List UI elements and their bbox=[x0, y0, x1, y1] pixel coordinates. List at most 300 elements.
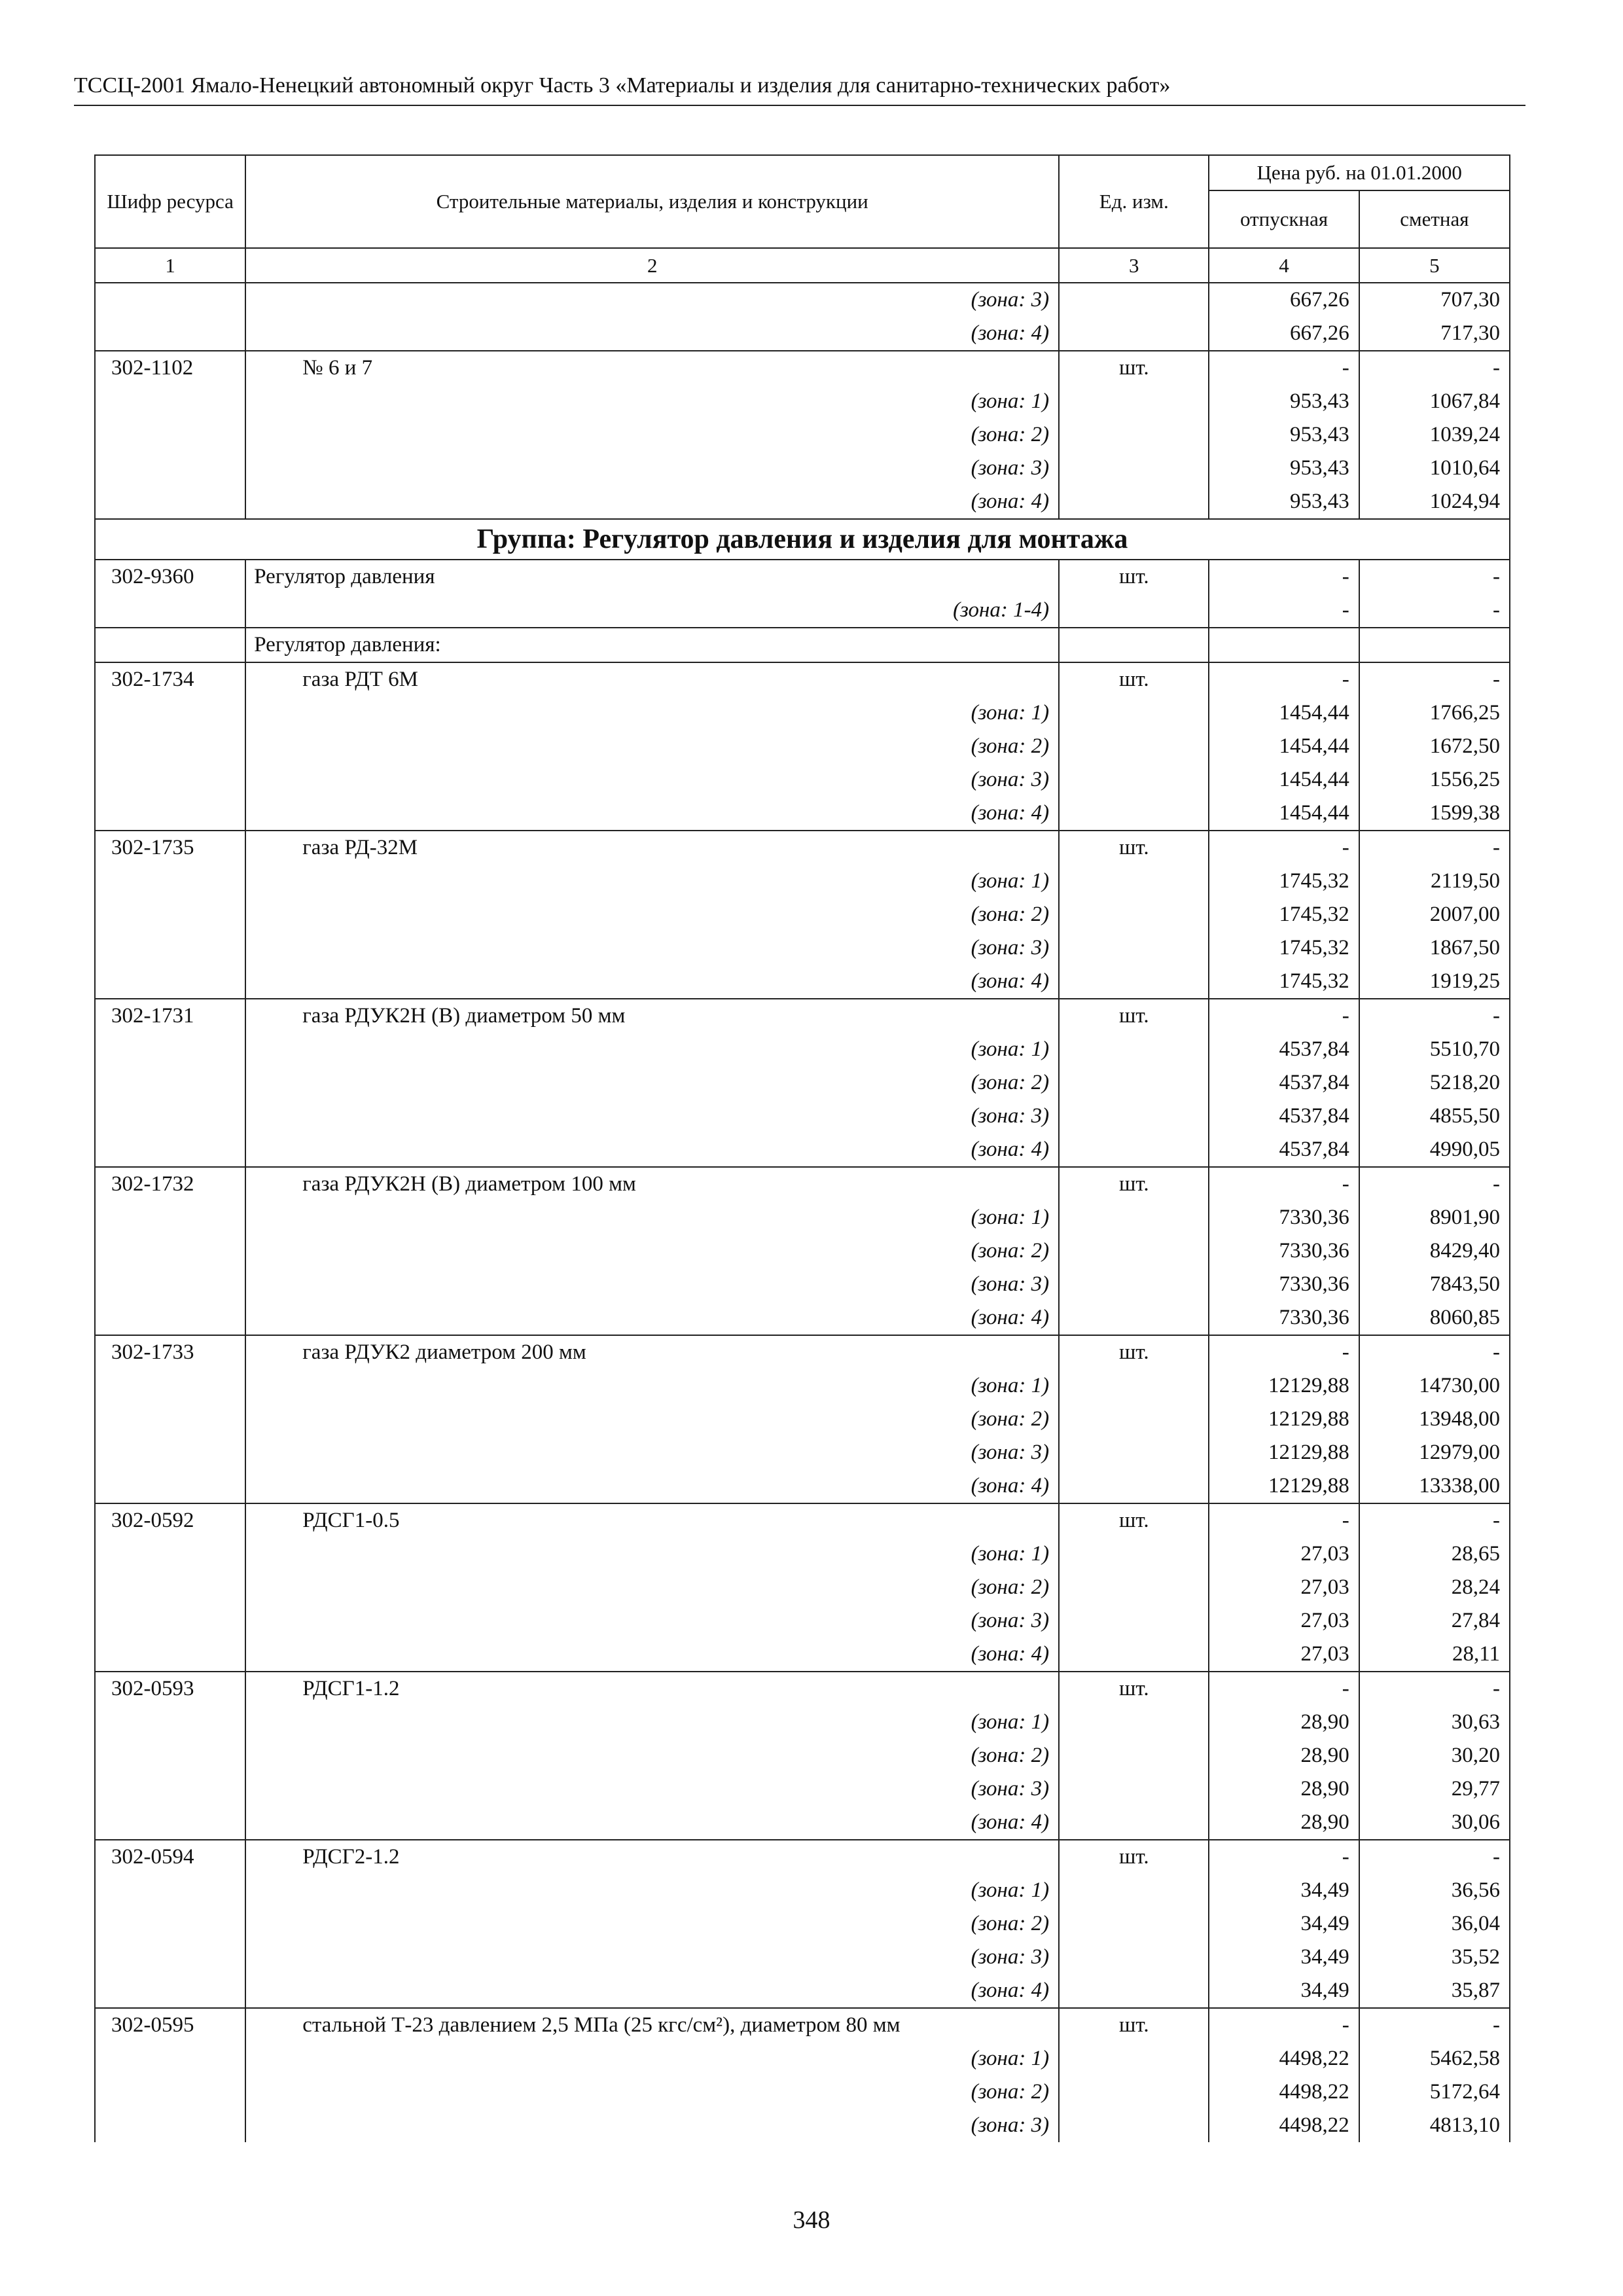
release-price: 12129,88 bbox=[1209, 1436, 1359, 1469]
release-price: 28,90 bbox=[1209, 1772, 1359, 1806]
resource-code bbox=[95, 797, 245, 831]
material-name: газа РД-32М bbox=[245, 831, 1059, 865]
resource-code bbox=[95, 931, 245, 965]
unit: шт. bbox=[1059, 560, 1209, 594]
estimate-price: 1599,38 bbox=[1359, 797, 1510, 831]
material-name: (зона: 4) bbox=[245, 965, 1059, 999]
material-name: РДСГ1-0.5 bbox=[245, 1503, 1059, 1537]
table-row bbox=[95, 2109, 1510, 2142]
estimate-price: 2007,00 bbox=[1359, 898, 1510, 931]
unit bbox=[1059, 1469, 1209, 1503]
unit bbox=[1059, 1403, 1209, 1436]
material-name: (зона: 1) bbox=[245, 865, 1059, 898]
release-price: 27,03 bbox=[1209, 1537, 1359, 1571]
unit bbox=[1059, 2042, 1209, 2075]
material-name: (зона: 3) bbox=[245, 1772, 1059, 1806]
estimate-price: 8060,85 bbox=[1359, 1301, 1510, 1335]
unit bbox=[1059, 452, 1209, 485]
material-name: газа РДУК2Н (В) диаметром 50 мм bbox=[245, 999, 1059, 1033]
estimate-price: 28,65 bbox=[1359, 1537, 1510, 1571]
unit bbox=[1059, 1201, 1209, 1234]
material-name: (зона: 4) bbox=[245, 485, 1059, 519]
material-name: (зона: 4) bbox=[245, 797, 1059, 831]
release-price: 1454,44 bbox=[1209, 763, 1359, 797]
estimate-price: - bbox=[1359, 999, 1510, 1033]
estimate-price: - bbox=[1359, 662, 1510, 696]
resource-code: 302-1733 bbox=[95, 1335, 245, 1369]
resource-code bbox=[95, 1907, 245, 1941]
material-name: (зона: 4) bbox=[245, 1638, 1059, 1672]
header-release-price: отпускная bbox=[1209, 190, 1359, 248]
col-num-2: 2 bbox=[245, 248, 1059, 283]
release-price: - bbox=[1209, 999, 1359, 1033]
release-price: 7330,36 bbox=[1209, 1301, 1359, 1335]
unit bbox=[1059, 1874, 1209, 1907]
resource-code bbox=[95, 1974, 245, 2008]
material-name: (зона: 2) bbox=[245, 418, 1059, 452]
unit bbox=[1059, 696, 1209, 730]
table-row bbox=[95, 1100, 1510, 1133]
release-price: 12129,88 bbox=[1209, 1469, 1359, 1503]
resource-code bbox=[95, 898, 245, 931]
estimate-price: 30,20 bbox=[1359, 1739, 1510, 1772]
unit bbox=[1059, 385, 1209, 418]
material-name: (зона: 4) bbox=[245, 1974, 1059, 2008]
resource-code bbox=[95, 1469, 245, 1503]
release-price: - bbox=[1209, 594, 1359, 628]
table-row bbox=[95, 1268, 1510, 1301]
table-row bbox=[95, 1066, 1510, 1100]
estimate-price: 1067,84 bbox=[1359, 385, 1510, 418]
table-row bbox=[95, 763, 1510, 797]
release-price: 28,90 bbox=[1209, 1739, 1359, 1772]
resource-code bbox=[95, 1571, 245, 1604]
resource-code bbox=[95, 1436, 245, 1469]
resource-code bbox=[95, 1133, 245, 1167]
release-price: 7330,36 bbox=[1209, 1268, 1359, 1301]
estimate-price: 35,87 bbox=[1359, 1974, 1510, 2008]
release-price: 4537,84 bbox=[1209, 1133, 1359, 1167]
table-row bbox=[95, 452, 1510, 485]
unit bbox=[1059, 865, 1209, 898]
material-name: (зона: 3) bbox=[245, 1604, 1059, 1638]
estimate-price: 1556,25 bbox=[1359, 763, 1510, 797]
material-name: (зона: 3) bbox=[245, 283, 1059, 317]
release-price: - bbox=[1209, 351, 1359, 385]
material-name: РДСГ2-1.2 bbox=[245, 1840, 1059, 1874]
table-row bbox=[95, 283, 1510, 317]
material-name: (зона: 1) bbox=[245, 1874, 1059, 1907]
unit bbox=[1059, 1268, 1209, 1301]
material-name: (зона: 2) bbox=[245, 1234, 1059, 1268]
estimate-price: - bbox=[1359, 2008, 1510, 2042]
material-name: (зона: 1-4) bbox=[245, 594, 1059, 628]
resource-code bbox=[95, 1201, 245, 1234]
material-name: (зона: 3) bbox=[245, 1436, 1059, 1469]
material-name: (зона: 3) bbox=[245, 1941, 1059, 1974]
unit: шт. bbox=[1059, 831, 1209, 865]
release-price: 1454,44 bbox=[1209, 696, 1359, 730]
unit: шт. bbox=[1059, 1840, 1209, 1874]
estimate-price: 717,30 bbox=[1359, 317, 1510, 351]
unit: шт. bbox=[1059, 1672, 1209, 1706]
estimate-price: 1867,50 bbox=[1359, 931, 1510, 965]
unit bbox=[1059, 965, 1209, 999]
resource-code: 302-1102 bbox=[95, 351, 245, 385]
resource-code bbox=[95, 2109, 245, 2142]
release-price: 27,03 bbox=[1209, 1571, 1359, 1604]
material-name: (зона: 4) bbox=[245, 1806, 1059, 1840]
estimate-price: 13948,00 bbox=[1359, 1403, 1510, 1436]
table-row bbox=[95, 965, 1510, 999]
release-price: 953,43 bbox=[1209, 418, 1359, 452]
estimate-price: - bbox=[1359, 560, 1510, 594]
resource-code bbox=[95, 1806, 245, 1840]
unit bbox=[1059, 1604, 1209, 1638]
unit bbox=[1059, 763, 1209, 797]
table-row bbox=[95, 351, 1510, 385]
resource-code bbox=[95, 1234, 245, 1268]
unit: шт. bbox=[1059, 1503, 1209, 1537]
estimate-price: 2119,50 bbox=[1359, 865, 1510, 898]
table-row bbox=[95, 1604, 1510, 1638]
resource-code bbox=[95, 1100, 245, 1133]
table-row bbox=[95, 2008, 1510, 2042]
resource-code bbox=[95, 1537, 245, 1571]
table-row bbox=[95, 999, 1510, 1033]
resource-code bbox=[95, 696, 245, 730]
unit bbox=[1059, 1537, 1209, 1571]
table-row bbox=[95, 1537, 1510, 1571]
table-row bbox=[95, 1974, 1510, 2008]
estimate-price: 5172,64 bbox=[1359, 2075, 1510, 2109]
release-price: 953,43 bbox=[1209, 452, 1359, 485]
unit: шт. bbox=[1059, 2008, 1209, 2042]
resource-code bbox=[95, 1301, 245, 1335]
release-price: 7330,36 bbox=[1209, 1201, 1359, 1234]
estimate-price: 36,04 bbox=[1359, 1907, 1510, 1941]
resource-code bbox=[95, 594, 245, 628]
release-price: 4498,22 bbox=[1209, 2109, 1359, 2142]
release-price: 7330,36 bbox=[1209, 1234, 1359, 1268]
estimate-price: 4855,50 bbox=[1359, 1100, 1510, 1133]
estimate-price: 27,84 bbox=[1359, 1604, 1510, 1638]
document-header: ТССЦ-2001 Ямало-Ненецкий автономный округ Часть 3 «Материалы и изделия для санитарно-технических работ» bbox=[74, 71, 1525, 106]
estimate-price: - bbox=[1359, 1503, 1510, 1537]
table-row bbox=[95, 1301, 1510, 1335]
estimate-price: 30,06 bbox=[1359, 1806, 1510, 1840]
table-header-row bbox=[95, 155, 1510, 190]
release-price: 4498,22 bbox=[1209, 2075, 1359, 2109]
resource-code bbox=[95, 1638, 245, 1672]
unit bbox=[1059, 1571, 1209, 1604]
estimate-price: 14730,00 bbox=[1359, 1369, 1510, 1403]
release-price: 28,90 bbox=[1209, 1706, 1359, 1739]
table-row bbox=[95, 1806, 1510, 1840]
estimate-price: 1766,25 bbox=[1359, 696, 1510, 730]
release-price: 4498,22 bbox=[1209, 2042, 1359, 2075]
group-header-row bbox=[95, 519, 1510, 560]
release-price: 34,49 bbox=[1209, 1874, 1359, 1907]
material-name: (зона: 4) bbox=[245, 317, 1059, 351]
resource-code: 302-1734 bbox=[95, 662, 245, 696]
resource-code: 302-1731 bbox=[95, 999, 245, 1033]
release-price: 1745,32 bbox=[1209, 865, 1359, 898]
resource-code bbox=[95, 1066, 245, 1100]
table-row bbox=[95, 1638, 1510, 1672]
unit bbox=[1059, 1033, 1209, 1066]
table-row bbox=[95, 1907, 1510, 1941]
resource-code bbox=[95, 1706, 245, 1739]
unit bbox=[1059, 730, 1209, 763]
estimate-price: 12979,00 bbox=[1359, 1436, 1510, 1469]
estimate-price: 36,56 bbox=[1359, 1874, 1510, 1907]
release-price: 34,49 bbox=[1209, 1941, 1359, 1974]
estimate-price: 7843,50 bbox=[1359, 1268, 1510, 1301]
unit bbox=[1059, 1066, 1209, 1100]
estimate-price: 29,77 bbox=[1359, 1772, 1510, 1806]
resource-code bbox=[95, 1268, 245, 1301]
unit: шт. bbox=[1059, 1167, 1209, 1201]
material-name: (зона: 2) bbox=[245, 2075, 1059, 2109]
material-name: (зона: 3) bbox=[245, 1268, 1059, 1301]
unit bbox=[1059, 594, 1209, 628]
table-row bbox=[95, 1167, 1510, 1201]
release-price: 4537,84 bbox=[1209, 1033, 1359, 1066]
table-row bbox=[95, 696, 1510, 730]
table-row bbox=[95, 1840, 1510, 1874]
table-row bbox=[95, 1436, 1510, 1469]
page-number: 348 bbox=[793, 2206, 830, 2234]
estimate-price: 1024,94 bbox=[1359, 485, 1510, 519]
price-table bbox=[94, 154, 1510, 2142]
table-row bbox=[95, 1234, 1510, 1268]
header-code: Шифр ресурса bbox=[95, 155, 245, 248]
estimate-price: - bbox=[1359, 594, 1510, 628]
unit bbox=[1059, 1369, 1209, 1403]
estimate-price: 4813,10 bbox=[1359, 2109, 1510, 2142]
material-name: (зона: 3) bbox=[245, 1100, 1059, 1133]
table-row bbox=[95, 730, 1510, 763]
release-price: 667,26 bbox=[1209, 317, 1359, 351]
estimate-price: 4990,05 bbox=[1359, 1133, 1510, 1167]
release-price: - bbox=[1209, 1167, 1359, 1201]
material-name: (зона: 4) bbox=[245, 1133, 1059, 1167]
resource-code: 302-0594 bbox=[95, 1840, 245, 1874]
material-name: (зона: 1) bbox=[245, 1369, 1059, 1403]
resource-code bbox=[95, 2042, 245, 2075]
unit bbox=[1059, 1974, 1209, 2008]
release-price: 1745,32 bbox=[1209, 931, 1359, 965]
resource-code bbox=[95, 317, 245, 351]
group-title: Группа: Регулятор давления и изделия для монтажа bbox=[95, 519, 1510, 560]
estimate-price: - bbox=[1359, 1167, 1510, 1201]
release-price: 28,90 bbox=[1209, 1806, 1359, 1840]
resource-code bbox=[95, 763, 245, 797]
material-name: (зона: 2) bbox=[245, 1403, 1059, 1436]
table-row bbox=[95, 831, 1510, 865]
estimate-price: 707,30 bbox=[1359, 283, 1510, 317]
unit bbox=[1059, 797, 1209, 831]
unit: шт. bbox=[1059, 1335, 1209, 1369]
table-row bbox=[95, 931, 1510, 965]
estimate-price: 35,52 bbox=[1359, 1941, 1510, 1974]
resource-code bbox=[95, 865, 245, 898]
unit: шт. bbox=[1059, 662, 1209, 696]
resource-code bbox=[95, 283, 245, 317]
release-price: - bbox=[1209, 560, 1359, 594]
release-price: - bbox=[1209, 1335, 1359, 1369]
resource-code bbox=[95, 1739, 245, 1772]
release-price: 4537,84 bbox=[1209, 1066, 1359, 1100]
estimate-price: 13338,00 bbox=[1359, 1469, 1510, 1503]
resource-code bbox=[95, 452, 245, 485]
table-row bbox=[95, 594, 1510, 628]
table-row bbox=[95, 1941, 1510, 1974]
col-num-1: 1 bbox=[95, 248, 245, 283]
unit bbox=[1059, 1806, 1209, 1840]
release-price: - bbox=[1209, 831, 1359, 865]
material-name: (зона: 1) bbox=[245, 1706, 1059, 1739]
material-name: (зона: 1) bbox=[245, 2042, 1059, 2075]
table-row bbox=[95, 1133, 1510, 1167]
col-num-3: 3 bbox=[1059, 248, 1209, 283]
table-row bbox=[95, 1369, 1510, 1403]
resource-code: 302-1732 bbox=[95, 1167, 245, 1201]
unit bbox=[1059, 1234, 1209, 1268]
unit bbox=[1059, 283, 1209, 317]
unit bbox=[1059, 2109, 1209, 2142]
table-row bbox=[95, 898, 1510, 931]
release-price: - bbox=[1209, 2008, 1359, 2042]
table-row bbox=[95, 1772, 1510, 1806]
header-unit: Ед. изм. bbox=[1059, 155, 1209, 248]
resource-code bbox=[95, 628, 245, 662]
material-name: (зона: 3) bbox=[245, 931, 1059, 965]
table-row bbox=[95, 1874, 1510, 1907]
material-name: (зона: 2) bbox=[245, 730, 1059, 763]
unit bbox=[1059, 628, 1209, 662]
estimate-price: - bbox=[1359, 1335, 1510, 1369]
table-row bbox=[95, 1571, 1510, 1604]
table-row bbox=[95, 2075, 1510, 2109]
resource-code bbox=[95, 730, 245, 763]
unit bbox=[1059, 1100, 1209, 1133]
release-price: 34,49 bbox=[1209, 1974, 1359, 2008]
material-name: (зона: 4) bbox=[245, 1301, 1059, 1335]
estimate-price: 5462,58 bbox=[1359, 2042, 1510, 2075]
release-price: 34,49 bbox=[1209, 1907, 1359, 1941]
unit bbox=[1059, 1133, 1209, 1167]
resource-code bbox=[95, 1369, 245, 1403]
material-name: (зона: 1) bbox=[245, 1537, 1059, 1571]
resource-code bbox=[95, 1403, 245, 1436]
resource-code bbox=[95, 1033, 245, 1066]
unit: шт. bbox=[1059, 351, 1209, 385]
unit bbox=[1059, 485, 1209, 519]
resource-code bbox=[95, 385, 245, 418]
material-name: газа РДУК2Н (В) диаметром 100 мм bbox=[245, 1167, 1059, 1201]
unit bbox=[1059, 898, 1209, 931]
unit bbox=[1059, 1638, 1209, 1672]
material-name: (зона: 2) bbox=[245, 1571, 1059, 1604]
unit bbox=[1059, 1739, 1209, 1772]
table-row bbox=[95, 1335, 1510, 1369]
estimate-price: 30,63 bbox=[1359, 1706, 1510, 1739]
unit bbox=[1059, 1436, 1209, 1469]
estimate-price: 8901,90 bbox=[1359, 1201, 1510, 1234]
release-price: 1454,44 bbox=[1209, 730, 1359, 763]
table-row bbox=[95, 1403, 1510, 1436]
table-row bbox=[95, 1033, 1510, 1066]
material-name: (зона: 2) bbox=[245, 1907, 1059, 1941]
resource-code bbox=[95, 1874, 245, 1907]
release-price: 953,43 bbox=[1209, 485, 1359, 519]
material-name: Регулятор давления: bbox=[245, 628, 1059, 662]
release-price: 1745,32 bbox=[1209, 898, 1359, 931]
col-num-5: 5 bbox=[1359, 248, 1510, 283]
table-row bbox=[95, 1469, 1510, 1503]
estimate-price: 5510,70 bbox=[1359, 1033, 1510, 1066]
table-row bbox=[95, 485, 1510, 519]
release-price: 953,43 bbox=[1209, 385, 1359, 418]
table-row bbox=[95, 317, 1510, 351]
estimate-price: 1919,25 bbox=[1359, 965, 1510, 999]
unit bbox=[1059, 1907, 1209, 1941]
header-estimate-price: сметная bbox=[1359, 190, 1510, 248]
col-num-4: 4 bbox=[1209, 248, 1359, 283]
unit bbox=[1059, 1941, 1209, 1974]
release-price: - bbox=[1209, 662, 1359, 696]
material-name: (зона: 2) bbox=[245, 1739, 1059, 1772]
material-name: (зона: 2) bbox=[245, 898, 1059, 931]
release-price: 27,03 bbox=[1209, 1638, 1359, 1672]
release-price: 27,03 bbox=[1209, 1604, 1359, 1638]
table-row bbox=[95, 560, 1510, 594]
header-price: Цена руб. на 01.01.2000 bbox=[1209, 155, 1510, 190]
table-row bbox=[95, 1739, 1510, 1772]
release-price: 12129,88 bbox=[1209, 1369, 1359, 1403]
estimate-price: 28,24 bbox=[1359, 1571, 1510, 1604]
unit bbox=[1059, 931, 1209, 965]
table-row bbox=[95, 797, 1510, 831]
estimate-price bbox=[1359, 628, 1510, 662]
resource-code bbox=[95, 418, 245, 452]
resource-code bbox=[95, 485, 245, 519]
estimate-price: - bbox=[1359, 1840, 1510, 1874]
material-name: (зона: 3) bbox=[245, 763, 1059, 797]
material-name: стальной Т-23 давлением 2,5 МПа (25 кгс/см²), диаметром 80 мм bbox=[245, 2008, 1059, 2042]
estimate-price: 1039,24 bbox=[1359, 418, 1510, 452]
release-price: - bbox=[1209, 1672, 1359, 1706]
material-name: (зона: 1) bbox=[245, 1201, 1059, 1234]
estimate-price: - bbox=[1359, 831, 1510, 865]
table-row bbox=[95, 628, 1510, 662]
material-name: (зона: 3) bbox=[245, 2109, 1059, 2142]
release-price: 12129,88 bbox=[1209, 1403, 1359, 1436]
table-row bbox=[95, 1503, 1510, 1537]
resource-code bbox=[95, 2075, 245, 2109]
release-price: 667,26 bbox=[1209, 283, 1359, 317]
estimate-price: - bbox=[1359, 351, 1510, 385]
material-name: (зона: 1) bbox=[245, 1033, 1059, 1066]
release-price: 1745,32 bbox=[1209, 965, 1359, 999]
material-name: РДСГ1-1.2 bbox=[245, 1672, 1059, 1706]
resource-code: 302-1735 bbox=[95, 831, 245, 865]
release-price bbox=[1209, 628, 1359, 662]
material-name: (зона: 1) bbox=[245, 696, 1059, 730]
estimate-price: 8429,40 bbox=[1359, 1234, 1510, 1268]
